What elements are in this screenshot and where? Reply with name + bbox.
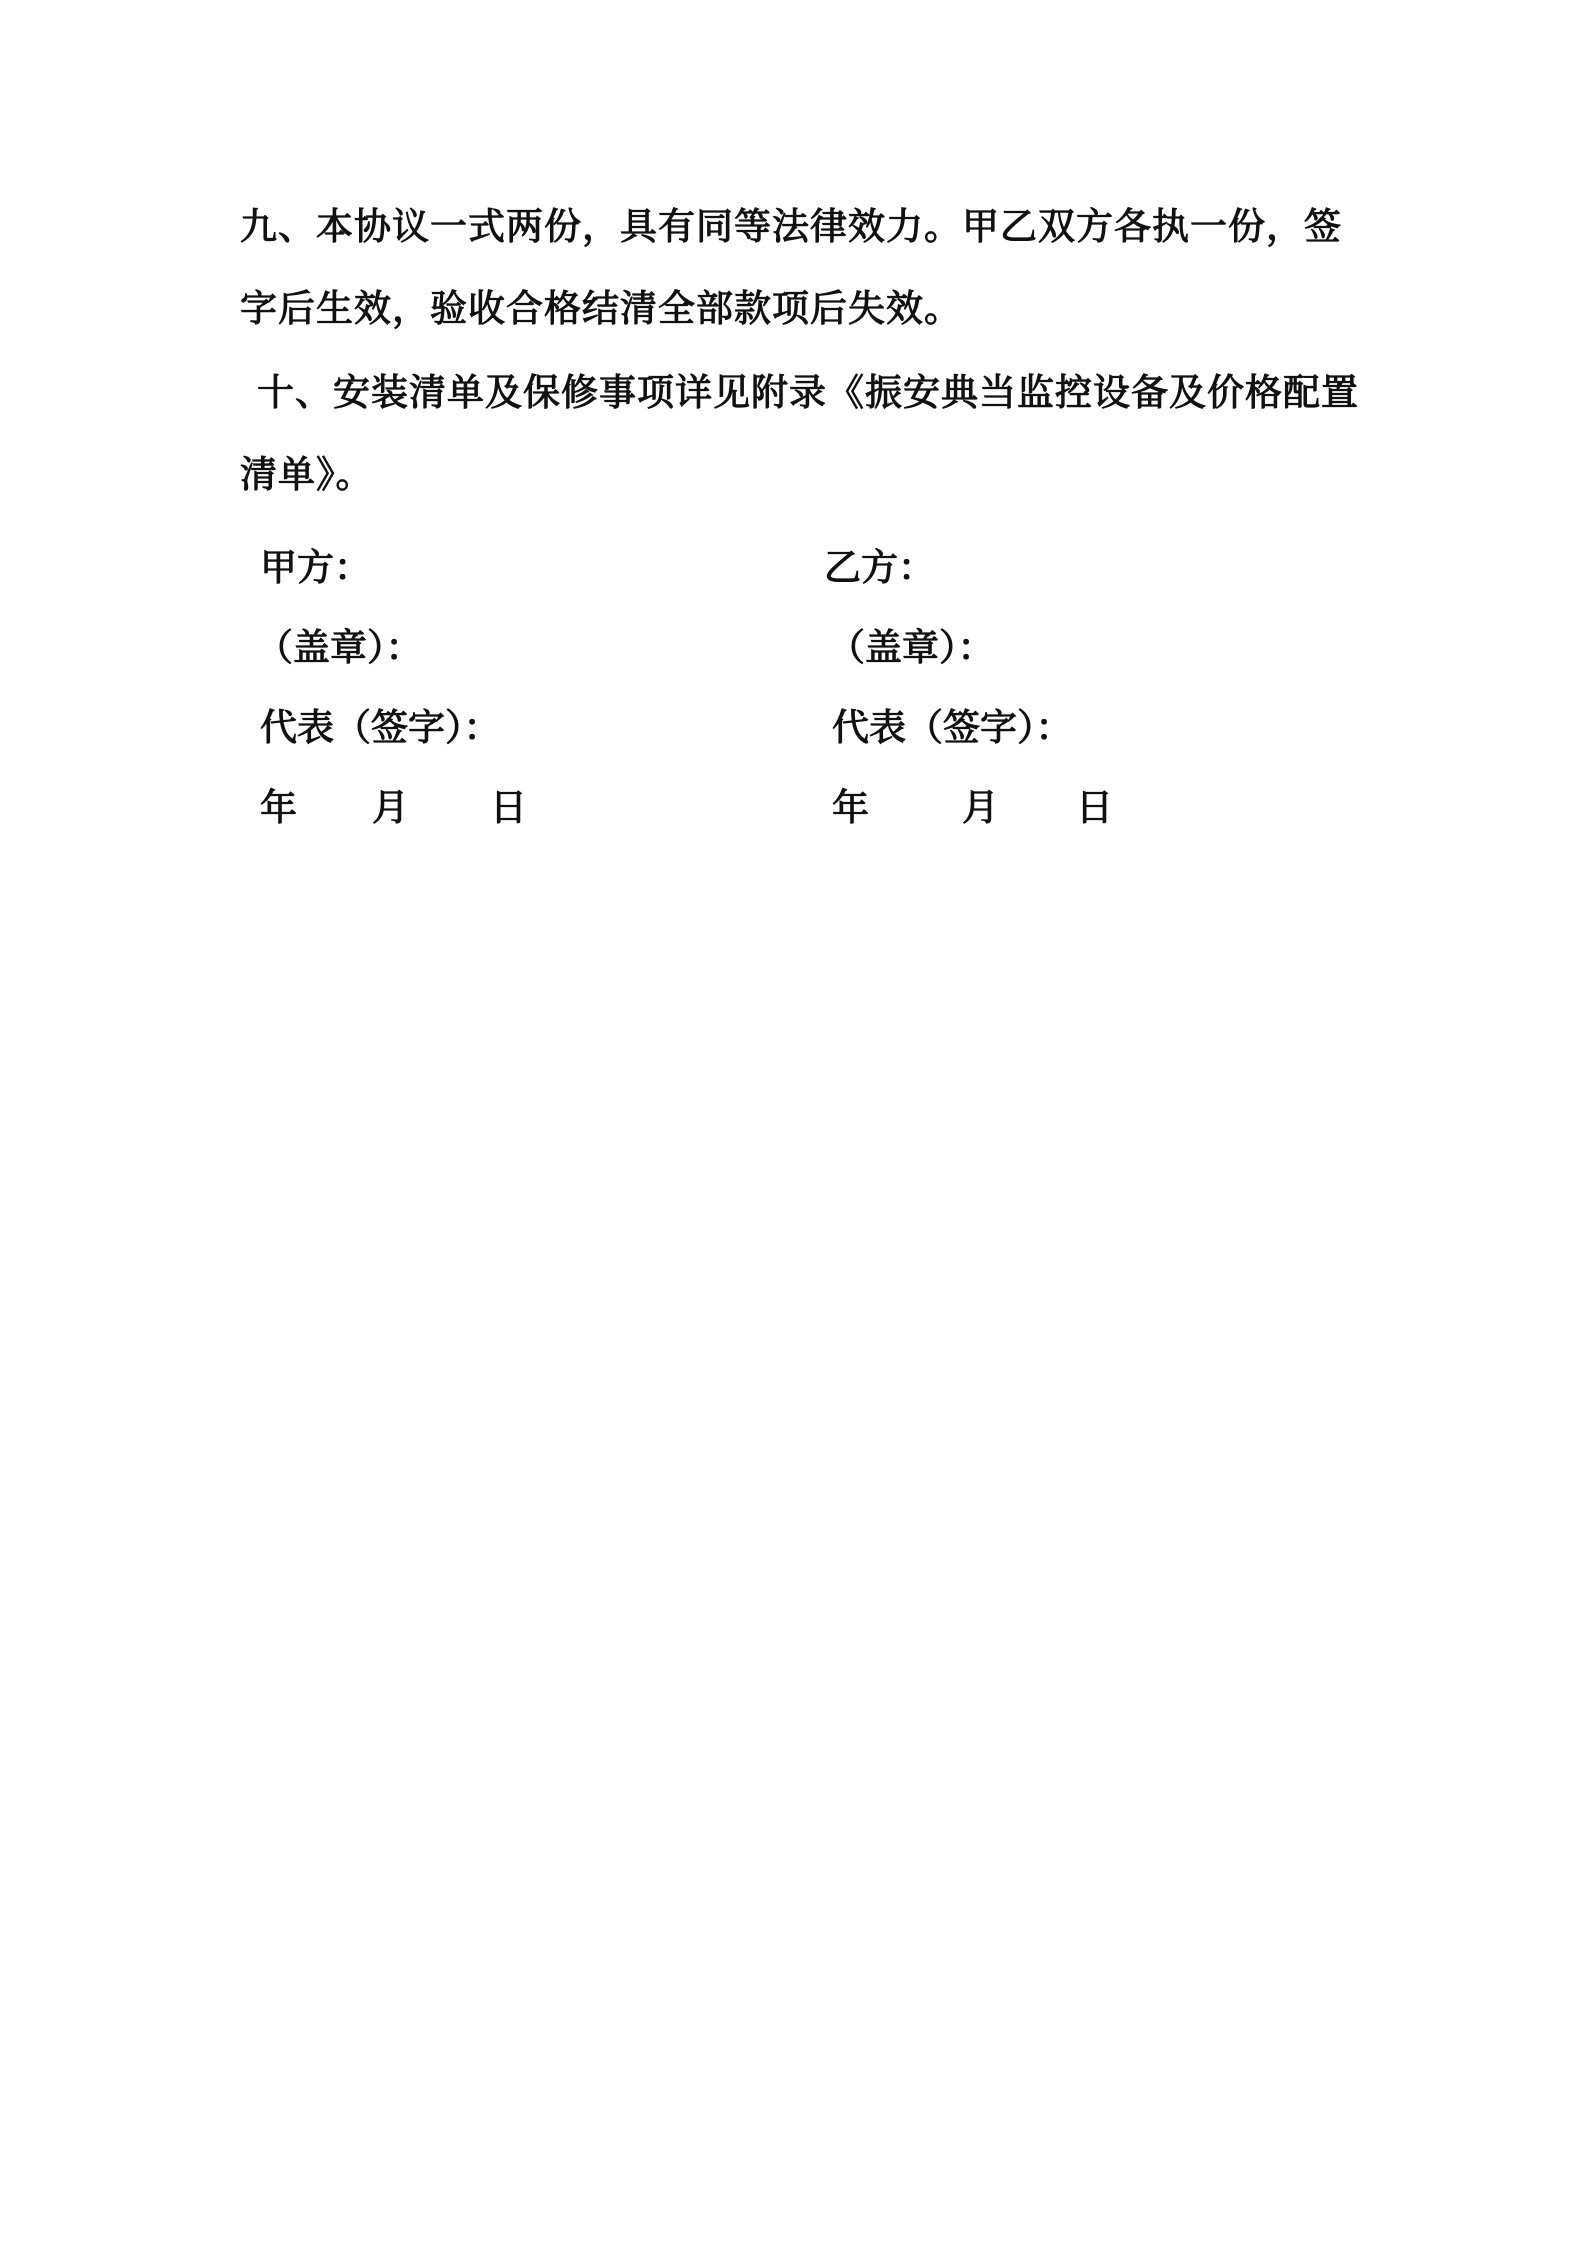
clause-10: 十、安装清单及保修事项详见附录《振安典当监控设备及价格配置清单》。 <box>240 371 1359 496</box>
party-a-month-label: 月 <box>372 786 409 829</box>
party-b-date-row <box>832 780 1352 860</box>
party-a-year-label: 年 <box>260 786 297 829</box>
party-b-day-label: 日 <box>1076 786 1113 829</box>
party-a-day-label: 日 <box>490 786 527 829</box>
party-a-date-row <box>260 780 780 860</box>
party-a-seal-label: （盖章）： <box>256 626 423 669</box>
party-a-signature-block <box>256 540 780 860</box>
clause-9: 九、本协议一式两份，具有同等法律效力。甲乙双方各执一份，签字后生效，验收合格结清全部款项后失效。 <box>240 205 1342 330</box>
party-b-year-label: 年 <box>832 786 869 829</box>
party-b-label: 乙方： <box>824 546 935 589</box>
party-a-representative-label: 代表（签字）： <box>260 706 501 749</box>
party-b-representative-label: 代表（签字）： <box>832 706 1073 749</box>
party-b-seal-label: （盖章）： <box>828 626 995 669</box>
party-b-signature-block <box>824 540 1352 860</box>
party-a-label: 甲方： <box>260 546 371 589</box>
party-b-month-label: 月 <box>962 786 999 829</box>
